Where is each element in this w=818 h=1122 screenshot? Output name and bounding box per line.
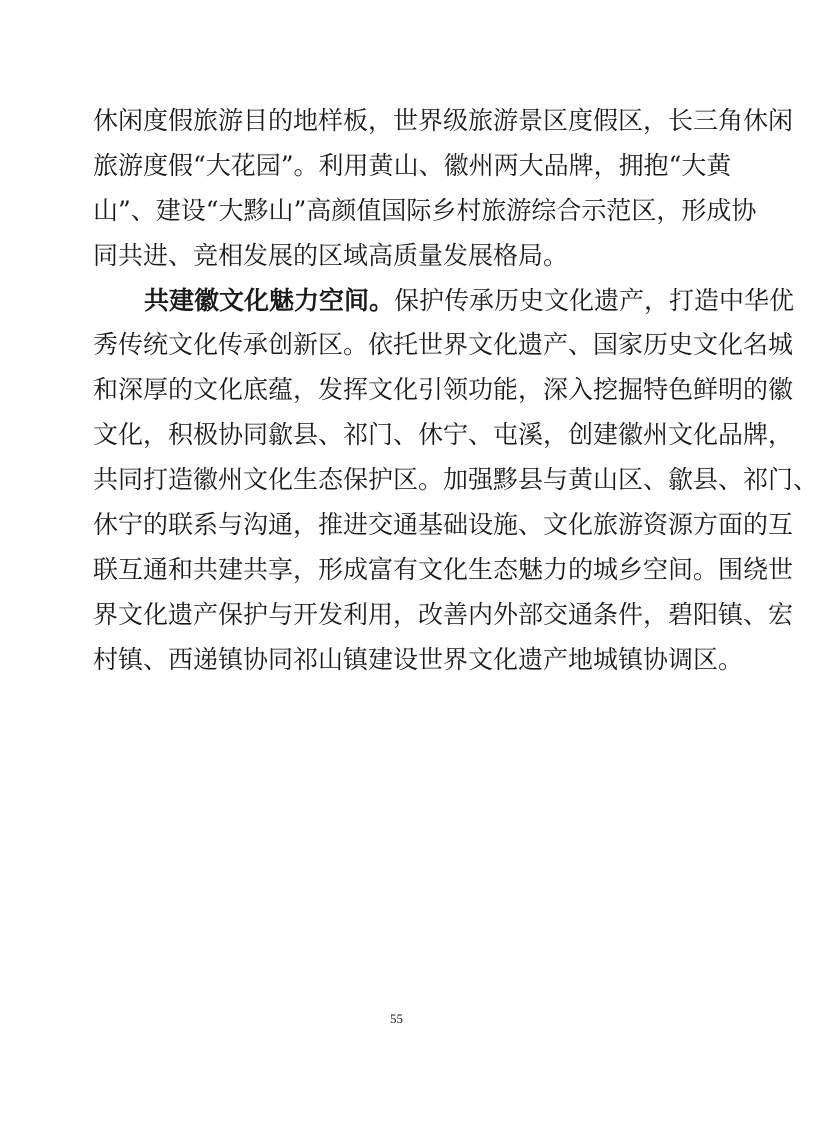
text-line: 休宁的联系与沟通，推进交通基础设施、文化旅游资源方面的互: [93, 510, 794, 540]
text-line-rest: 保护传承历史文化遗产，打造中华优: [394, 285, 795, 315]
paragraph-culture: [93, 279, 818, 683]
text-line: 山”、建设“大黟山”高颜值国际乡村旅游综合示范区，形成协: [93, 195, 757, 225]
paragraph-heading: 共建徽文化魅力空间。: [144, 285, 395, 315]
text-line: 和深厚的文化底蕴，发挥文化引领功能，深入挖掘特色鲜明的徽: [93, 375, 794, 405]
text-line: 文化，积极协同歙县、祁门、休宁、屯溪，创建徽州文化品牌，: [93, 420, 794, 450]
text-line: 联互通和共建共享，形成富有文化生态魅力的城乡空间。围绕世: [93, 554, 794, 584]
text-line: 村镇、西递镇协同祁山镇建设世界文化遗产地城镇协调区。: [93, 644, 744, 674]
paragraph-tourism: [93, 99, 794, 279]
text-line: 休闲度假旅游目的地样板，世界级旅游景区度假区，长三角休闲: [93, 106, 794, 135]
text-line: 秀传统文化传承创新区。依托世界文化遗产、国家历史文化名城: [93, 330, 794, 360]
text-line: 同共进、竞相发展的区域高质量发展格局。: [93, 240, 569, 270]
text-line: 共同打造徽州文化生态保护区。加强黟县与黄山区、歙县、祁门、: [93, 465, 818, 495]
text-line-first: [93, 279, 795, 324]
page-number: 55: [390, 1011, 403, 1026]
document-body: [93, 99, 818, 683]
text-line: 界文化遗产保护与开发利用，改善内外部交通条件，碧阳镇、宏: [93, 599, 794, 629]
text-line: 旅游度假“大花园”。利用黄山、徽州两大品牌，拥抱“大黄: [93, 150, 732, 180]
